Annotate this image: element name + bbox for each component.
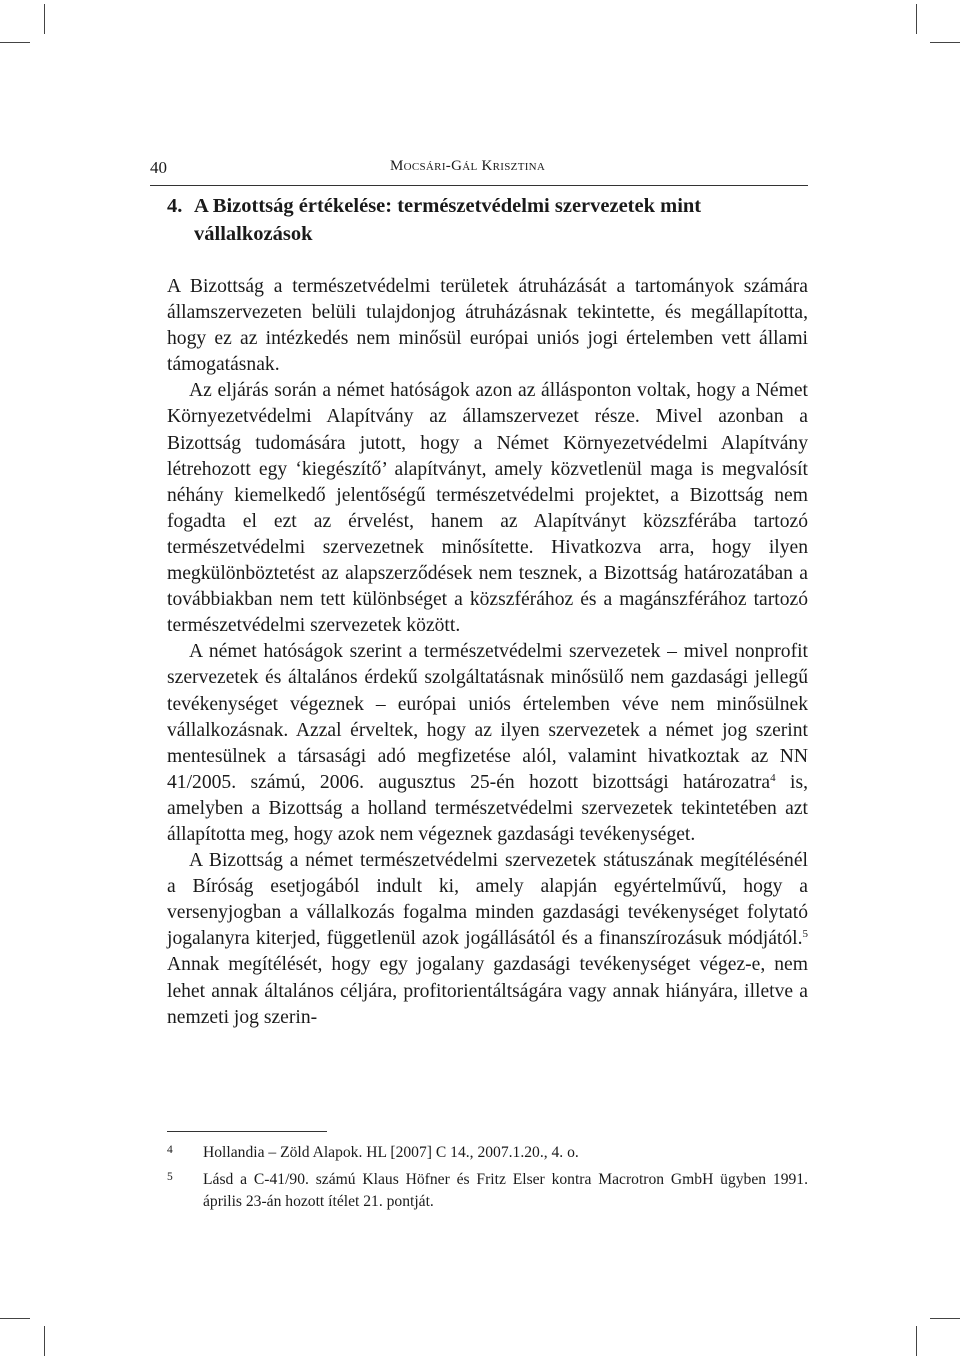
running-author: Mocsári-Gál Krisztina: [390, 158, 546, 174]
footnote-ref[interactable]: 4: [770, 771, 776, 784]
footnote-text: Lásd a C-41/90. számú Klaus Höfner és Fritz Elser kontra Macrotron GmbH ügyben 1991. április 23-án hozott ítélet 21. pontját.: [203, 1171, 808, 1210]
crop-mark: [0, 42, 30, 43]
paragraph-text: A Bizottság a német természetvédelmi szervezetek státuszának megítélésénél a Bíróság esetjogából indult ki, amely alapján egyértelművű, hogy a versenyjogban a vállalkozás fogalma minden gazdasági tevékenységet folytató jogalanyra kiterjed, függetlenül azok jogállásától és a finanszírozásuk módjától.: [167, 850, 808, 950]
crop-mark: [44, 4, 45, 34]
footnote-separator: [167, 1131, 327, 1132]
footnote-text: Hollandia – Zöld Alapok. HL [2007] C 14., 2007.1.20., 4. o.: [203, 1144, 579, 1161]
section-number: 4.: [167, 195, 183, 217]
paragraph: [167, 639, 808, 848]
footnotes: [167, 1142, 808, 1218]
paragraph: Az eljárás során a német hatóságok azon az állásponton voltak, hogy a Német Környezetvédelmi Alapítvány az államszervezet része. Mivel azonban a Bizottság tudomására jutott, hogy a Német Környezetvédelmi Alapítvány létrehozott egy ‘kiegészítő’ alapítványt, amely közvetlenül maga is megvalósít néhány kiemelkedő jelentőségű természetvédelmi projektet, a Bizottság nem fogadta el ezt az érvelést, hanem az Alapítványt közszférába tartozó természetvédelmi szervezetnek minősítette. Hivatkozva arra, hogy ilyen megkülönböztetést az alapszerződések nem tesznek, a Bizottság határozatában a továbbiakban nem tett különbséget a közszférához és a magánszférához tartozó természetvédelmi szervezetek között.: [167, 380, 808, 637]
crop-mark: [916, 4, 917, 34]
paragraph-text: Annak megítélését, hogy egy jogalany gazdasági tevékenységet végez-e, nem lehet annak általános céljára, profitorientáltságára vagy annak hiányára, illetve a nemzeti jog szerin-: [167, 954, 808, 1028]
footnote-number: 5: [167, 1171, 173, 1183]
running-header: [150, 156, 808, 182]
paragraph: [167, 848, 808, 1031]
page-number: 40: [150, 158, 167, 177]
crop-mark: [916, 1326, 917, 1356]
body-text: [167, 274, 808, 1031]
footnote: [167, 1142, 808, 1164]
paragraph-text: A német hatóságok szerint a természetvédelmi szervezetek – mivel nonprofit szervezetek és általános érdekű szolgáltatásnak minősülő nem gazdasági jellegű tevékenységet végeznek – európai uniós értelemben véve nem minősülnek vállalkozásnak. Azzal érveltek, hogy az ilyen szervezetek a német jog szerint mentesülnek a társasági adó megfizetése alól, valamint hivatkoztak az NN 41/2005. számú, 2006. augusztus 25-én hozott bizottsági határozatra: [167, 641, 808, 793]
footnote: [167, 1169, 808, 1213]
crop-mark: [930, 42, 960, 43]
header-rule: [150, 185, 808, 186]
section-title: A Bizottság értékelése: természetvédelmi szervezetek mint vállalkozások: [194, 195, 702, 245]
crop-mark: [930, 1318, 960, 1319]
crop-mark: [44, 1326, 45, 1356]
paragraph: A Bizottság a természetvédelmi területek átruházását a tartományok számára államszervezeten belüli tulajdonjog átruházásnak tekintette, és megállapította, hogy ez az intézkedés nem minősül európai uniós jogi értelemben vett állami támogatásnak.: [167, 276, 808, 376]
footnote-number: 4: [167, 1144, 173, 1156]
paragraph-text: is, amelyben a Bizottság a holland természetvédelmi szervezetek tekintetében azt állapította meg, hogy azok nem végeznek gazdasági tevékenységet.: [167, 771, 808, 845]
footnote-ref[interactable]: 5: [802, 928, 808, 941]
crop-mark: [0, 1318, 30, 1319]
